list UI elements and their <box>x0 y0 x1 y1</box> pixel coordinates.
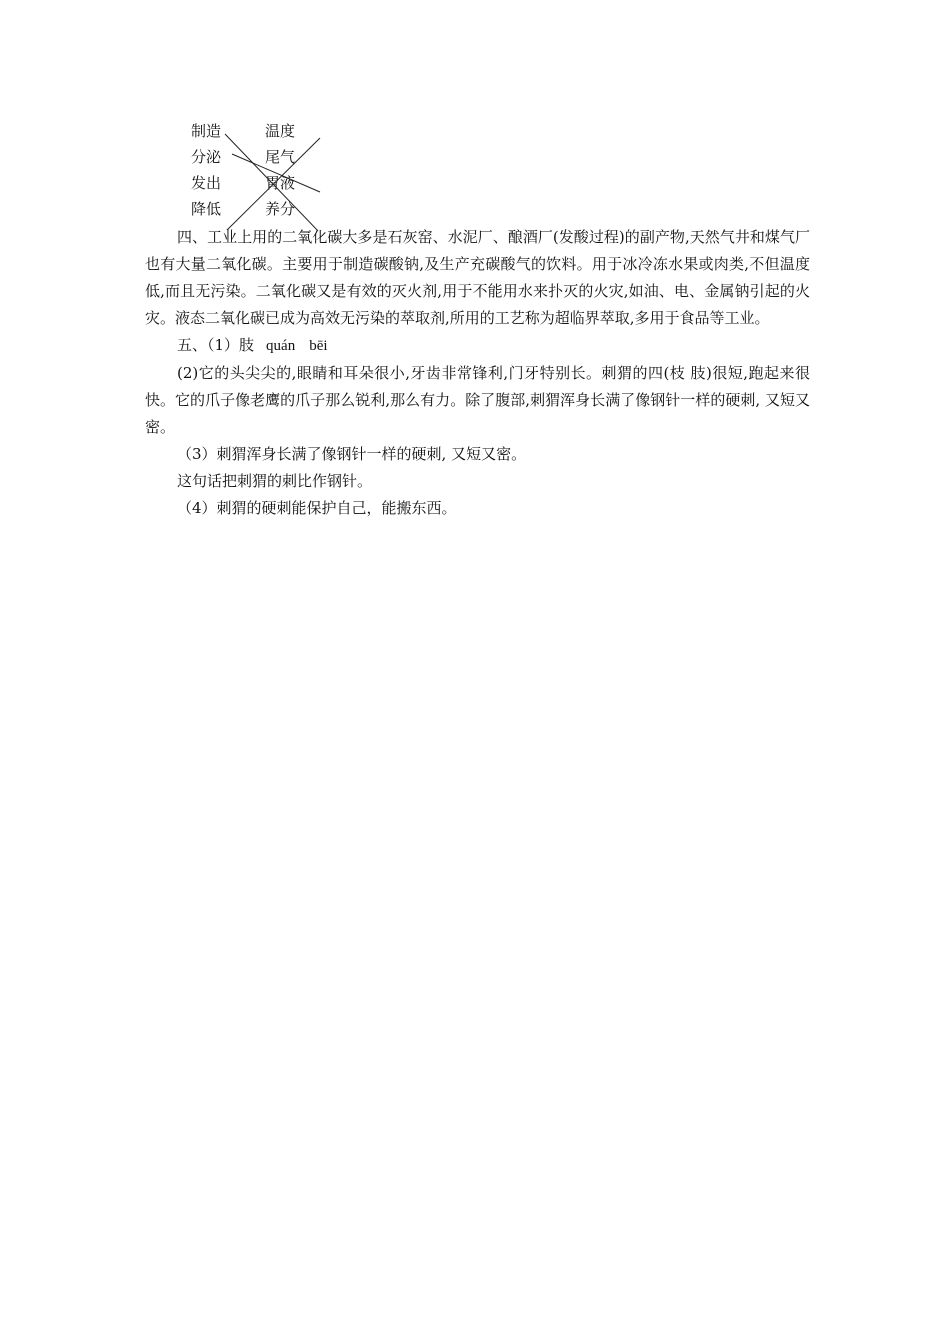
section-five-heading-text: 五、（1）肢 <box>177 336 255 354</box>
connector-line <box>223 138 320 230</box>
answer-body <box>145 224 810 522</box>
matching-right-item: 尾气 <box>265 148 296 166</box>
matching-left-item: 降低 <box>191 200 222 218</box>
matching-left-item: 分泌 <box>191 148 222 166</box>
matching-right-item: 胃液 <box>265 174 296 192</box>
matching-exercise <box>180 118 340 230</box>
pinyin-answer: quán <box>266 338 296 354</box>
answer-four-paragraph: （4）刺猬的硬刺能保护自己，能搬东西。 <box>177 499 457 517</box>
pinyin-answer: bēi <box>309 338 328 354</box>
answer-three-paragraph: （3）刺猬浑身长满了像钢针一样的硬刺, 又短又密。 <box>177 445 527 463</box>
answer-two-paragraph: (2)它的头尖尖的,眼睛和耳朵很小,牙齿非常锋利,门牙特别长。刺猬的四(枝 肢)很短,跑起来很快。它的爪子像老鹰的爪子那么锐利,那么有力。除了腹部,刺猬浑身长满了像钢针一样的硬刺, 又短又密。 <box>145 364 810 436</box>
connector-line <box>232 154 320 192</box>
matching-connector-lines <box>180 118 340 230</box>
matching-left-item: 制造 <box>191 122 222 140</box>
section-five-heading <box>145 332 810 360</box>
answer-three-note: 这句话把刺猬的刺比作钢针。 <box>177 472 373 490</box>
matching-right-item: 养分 <box>265 200 296 218</box>
connector-line <box>225 134 320 230</box>
matching-right-item: 温度 <box>265 122 296 140</box>
matching-left-item: 发出 <box>191 174 222 192</box>
section-four-paragraph: 四、工业上用的二氧化碳大多是石灰窑、水泥厂、酿酒厂(发酸过程)的副产物,天然气井和煤气厂也有大量二氧化碳。主要用于制造碳酸钠,及生产充碳酸气的饮料。用于冰冷冻水果或肉类,不但温度低,而且无污染。二氧化碳又是有效的灭火剂,用于不能用水来扑灭的火灾,如油、电、金属钠引起的火灾。液态二氧化碳已成为高效无污染的萃取剂,所用的工艺称为超临界萃取,多用于食品等工业。 <box>145 228 810 327</box>
